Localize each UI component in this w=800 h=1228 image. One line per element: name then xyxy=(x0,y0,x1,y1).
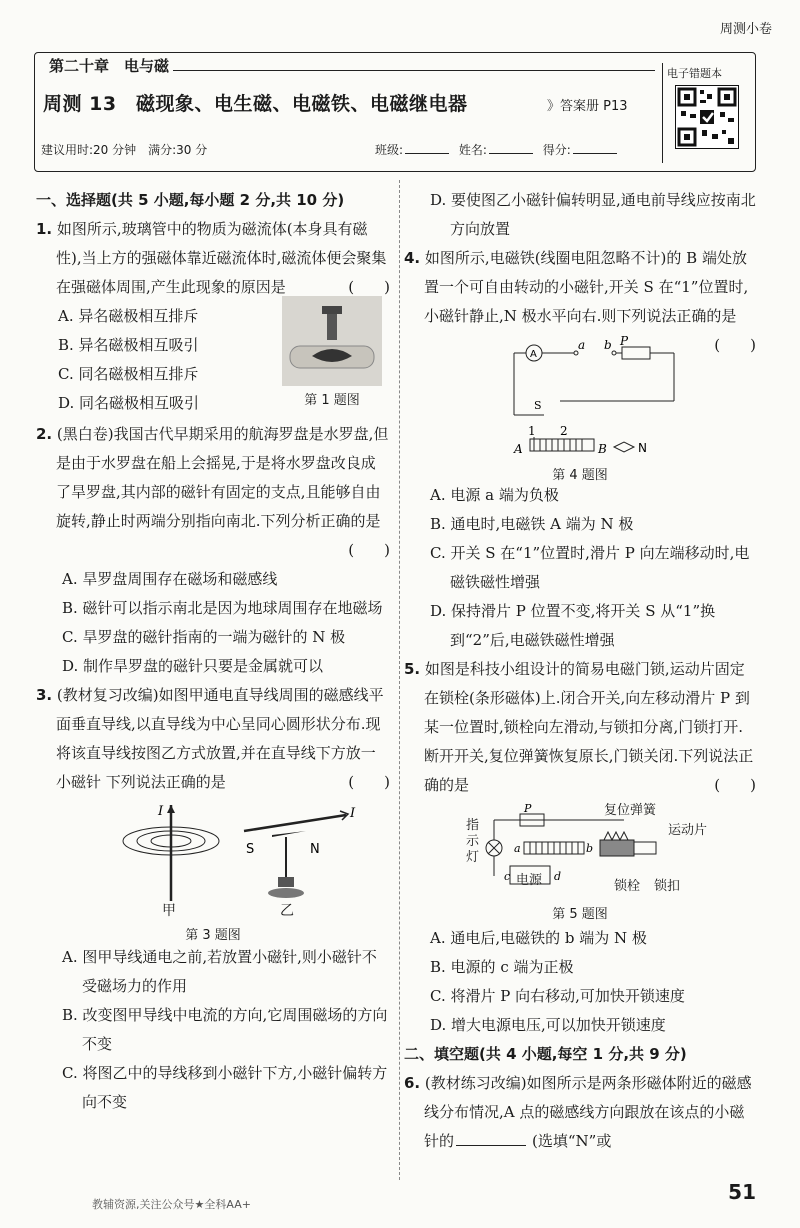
q4-caption: 第 4 题图 xyxy=(552,468,608,483)
q5-option-b[interactable]: B. 电源的 c 端为正极 xyxy=(430,958,574,976)
svg-text:A: A xyxy=(530,349,537,360)
q5-option-c[interactable]: C. 将滑片 P 向右移动,可加快开锁速度 xyxy=(430,987,685,1005)
question-6 xyxy=(404,1069,756,1156)
header-box xyxy=(34,52,756,172)
chapter-title: 第二十章 电与磁 xyxy=(45,55,173,76)
q4-circuit xyxy=(504,335,704,463)
class-blank[interactable] xyxy=(405,153,449,154)
q5-moving-label: 运动片 xyxy=(668,823,708,838)
q1-option-b[interactable]: B. 异名磁极相互吸引 xyxy=(58,336,199,354)
time-and-score: 建议用时:20 分钟 满分:30 分 xyxy=(41,143,208,157)
q2-option-c[interactable]: C. 旱罗盘的磁针指南的一端为磁针的 N 极 xyxy=(62,628,346,646)
svg-text:b: b xyxy=(586,842,594,855)
score-label: 得分: xyxy=(542,143,571,157)
name-blank[interactable] xyxy=(489,153,533,154)
q3-option-a[interactable]: A. 图甲导线通电之前,若放置小磁针,则小磁针不受磁场力的作用 xyxy=(62,948,377,995)
q1-option-a[interactable]: A. 异名磁极相互排斥 xyxy=(58,307,199,325)
svg-text:N: N xyxy=(310,842,320,857)
q3-number: 3. xyxy=(36,686,53,704)
q2-option-d[interactable]: D. 制作旱罗盘的磁针只要是金属就可以 xyxy=(62,657,324,675)
score-blank[interactable] xyxy=(573,153,617,154)
q4-answer-bracket[interactable]: ( ) xyxy=(714,336,756,354)
q5-power-label: 电源 xyxy=(516,873,543,888)
q3-text: (教材复习改编)如图甲通电直导线周围的磁感线平面垂直导线,以直导线为中心呈同心圆形状分布.现将该直导线按图乙方式放置,并在直导线下方放一小磁针 下列说法正确的是 xyxy=(56,686,384,791)
qr-label: 电子错题本 xyxy=(667,67,722,80)
question-1 xyxy=(36,215,390,302)
q6-text: (教材练习改编)如图所示是两条形磁体附近的磁感线分布情况,A 点的磁感线方向跟放在该点的小磁针的 xyxy=(424,1074,752,1150)
svg-text:S: S xyxy=(534,399,542,412)
q5-latch-label: 锁扣 xyxy=(654,879,681,894)
svg-text:c: c xyxy=(504,870,511,883)
q5-text: 如图是科技小组设计的简易电磁门锁,运动片固定在锁栓(条形磁体)上.闭合开关,向左移动滑片 P 到某一位置时,锁栓向左滑动,与锁扣分离,门锁打开.断开开关,复位弹簧恢复原长,门锁关闭.下列说法正确的是 xyxy=(424,660,754,794)
svg-text:P: P xyxy=(524,804,532,815)
q5-figure xyxy=(404,800,756,924)
q5-option-a[interactable]: A. 通电后,电磁铁的 b 端为 N 极 xyxy=(430,929,647,947)
q1-text: 如图所示,玻璃管中的物质为磁流体(本身具有磁性),当上方的强磁体靠近磁流体时,磁流体便会聚集在强磁体周围,产生此现象的原因是 xyxy=(56,220,387,296)
q2-number: 2. xyxy=(36,425,53,443)
svg-text:A: A xyxy=(514,442,523,456)
q5-indicator-label: 指示灯 xyxy=(466,818,480,865)
q1-block xyxy=(36,302,390,418)
q3-diagram xyxy=(96,801,396,919)
q1-number: 1. xyxy=(36,220,53,238)
q3-figure xyxy=(36,797,390,943)
svg-text:N: N xyxy=(638,441,647,455)
svg-text:b: b xyxy=(604,338,612,352)
q5-number: 5. xyxy=(404,660,421,678)
question-4 xyxy=(404,244,756,354)
svg-text:2: 2 xyxy=(560,424,568,438)
section-fill-heading: 二、填空题(共 4 小题,每空 1 分,共 9 分) xyxy=(404,1045,687,1063)
q5-bolt-label: 锁栓 xyxy=(614,879,641,894)
answer-reference: 》答案册 P13 xyxy=(547,99,628,114)
svg-text:a: a xyxy=(578,338,586,352)
q6-tail: (选填“N”或 xyxy=(532,1132,612,1150)
q3-label-jia: 甲 xyxy=(162,903,176,919)
paper-tag: 周测小卷 xyxy=(719,22,772,37)
name-label: 姓名: xyxy=(458,143,487,157)
class-label: 班级: xyxy=(375,143,404,157)
q4-option-a[interactable]: A. 电源 a 端为负极 xyxy=(430,486,559,504)
q4-text: 如图所示,电磁铁(线圈电阻忽略不计)的 B 端处放置一个可自由转动的小磁针,开关 S 在“1”位置时,小磁针静止,N 极水平向右.则下列说法正确的是 xyxy=(424,249,749,325)
student-info xyxy=(375,141,623,158)
svg-text:1: 1 xyxy=(528,424,536,438)
q3-answer-bracket[interactable]: ( ) xyxy=(348,773,390,791)
qr-section xyxy=(662,63,749,163)
svg-text:d: d xyxy=(554,870,562,883)
q1-caption: 第 1 题图 xyxy=(304,393,360,408)
q5-spring-label: 复位弹簧 xyxy=(604,803,657,818)
question-3 xyxy=(36,681,390,797)
q2-option-b[interactable]: B. 磁针可以指示南北是因为地球周围存在地磁场 xyxy=(62,599,383,617)
q1-photo xyxy=(282,296,382,386)
svg-text:I: I xyxy=(158,804,164,819)
week-title: 周测 13 磁现象、电生磁、电磁铁、电磁继电器 xyxy=(43,93,468,115)
question-2 xyxy=(36,420,390,536)
q4-option-d[interactable]: D. 保持滑片 P 位置不变,将开关 S 从“1”换到“2”后,电磁铁磁性增强 xyxy=(430,602,716,649)
q5-answer-bracket[interactable]: ( ) xyxy=(714,776,756,794)
footer-note: 教辅资源,关注公众号★全科AA+ xyxy=(92,1198,251,1211)
question-5 xyxy=(404,655,756,800)
q1-option-c[interactable]: C. 同名磁极相互排斥 xyxy=(58,365,199,383)
svg-text:I: I xyxy=(350,806,356,821)
section-choice-heading: 一、选择题(共 5 小题,每小题 2 分,共 10 分) xyxy=(36,191,345,209)
q6-blank[interactable] xyxy=(456,1145,526,1146)
q2-answer-bracket[interactable]: ( ) xyxy=(348,541,390,559)
q3-caption: 第 3 题图 xyxy=(185,928,241,943)
left-column xyxy=(36,186,390,1117)
qr-code-icon[interactable] xyxy=(675,85,739,149)
q6-number: 6. xyxy=(404,1074,421,1092)
q1-answer-bracket[interactable]: ( ) xyxy=(348,278,390,296)
svg-text:B: B xyxy=(598,442,607,456)
column-divider xyxy=(399,180,400,1180)
svg-text:a: a xyxy=(514,842,521,855)
q4-figure xyxy=(404,331,756,481)
q1-option-d[interactable]: D. 同名磁极相互吸引 xyxy=(58,394,200,412)
q4-number: 4. xyxy=(404,249,421,267)
q3-option-c[interactable]: C. 将图乙中的导线移到小磁针下方,小磁针偏转方向不变 xyxy=(62,1064,388,1111)
q3-option-b[interactable]: B. 改变图甲导线中电流的方向,它周围磁场的方向不变 xyxy=(62,1006,388,1053)
q4-option-c[interactable]: C. 开关 S 在“1”位置时,滑片 P 向左端移动时,电磁铁磁性增强 xyxy=(430,544,750,591)
q2-option-a[interactable]: A. 旱罗盘周围存在磁场和磁感线 xyxy=(62,570,278,588)
q3-label-yi: 乙 xyxy=(280,903,294,919)
right-column xyxy=(404,186,756,1156)
svg-text:P: P xyxy=(620,335,629,348)
q3-option-d[interactable]: D. 要使图乙小磁针偏转明显,通电前导线应按南北方向放置 xyxy=(430,191,756,238)
page-number: 51 xyxy=(728,1180,756,1204)
q5-caption: 第 5 题图 xyxy=(552,907,608,922)
q2-text: (黑白卷)我国古代早期采用的航海罗盘是水罗盘,但是由于水罗盘在船上会摇晃,于是将水罗盘改良成了旱罗盘,其内部的磁针有固定的支点,且能够自由旋转,静止时两端分别指向南北.下列分析正确的是 xyxy=(56,425,389,530)
q5-option-d[interactable]: D. 增大电源电压,可以加快开锁速度 xyxy=(430,1016,666,1034)
svg-text:S: S xyxy=(246,842,255,857)
q4-option-b[interactable]: B. 通电时,电磁铁 A 端为 N 极 xyxy=(430,515,634,533)
q1-figure xyxy=(282,296,382,415)
